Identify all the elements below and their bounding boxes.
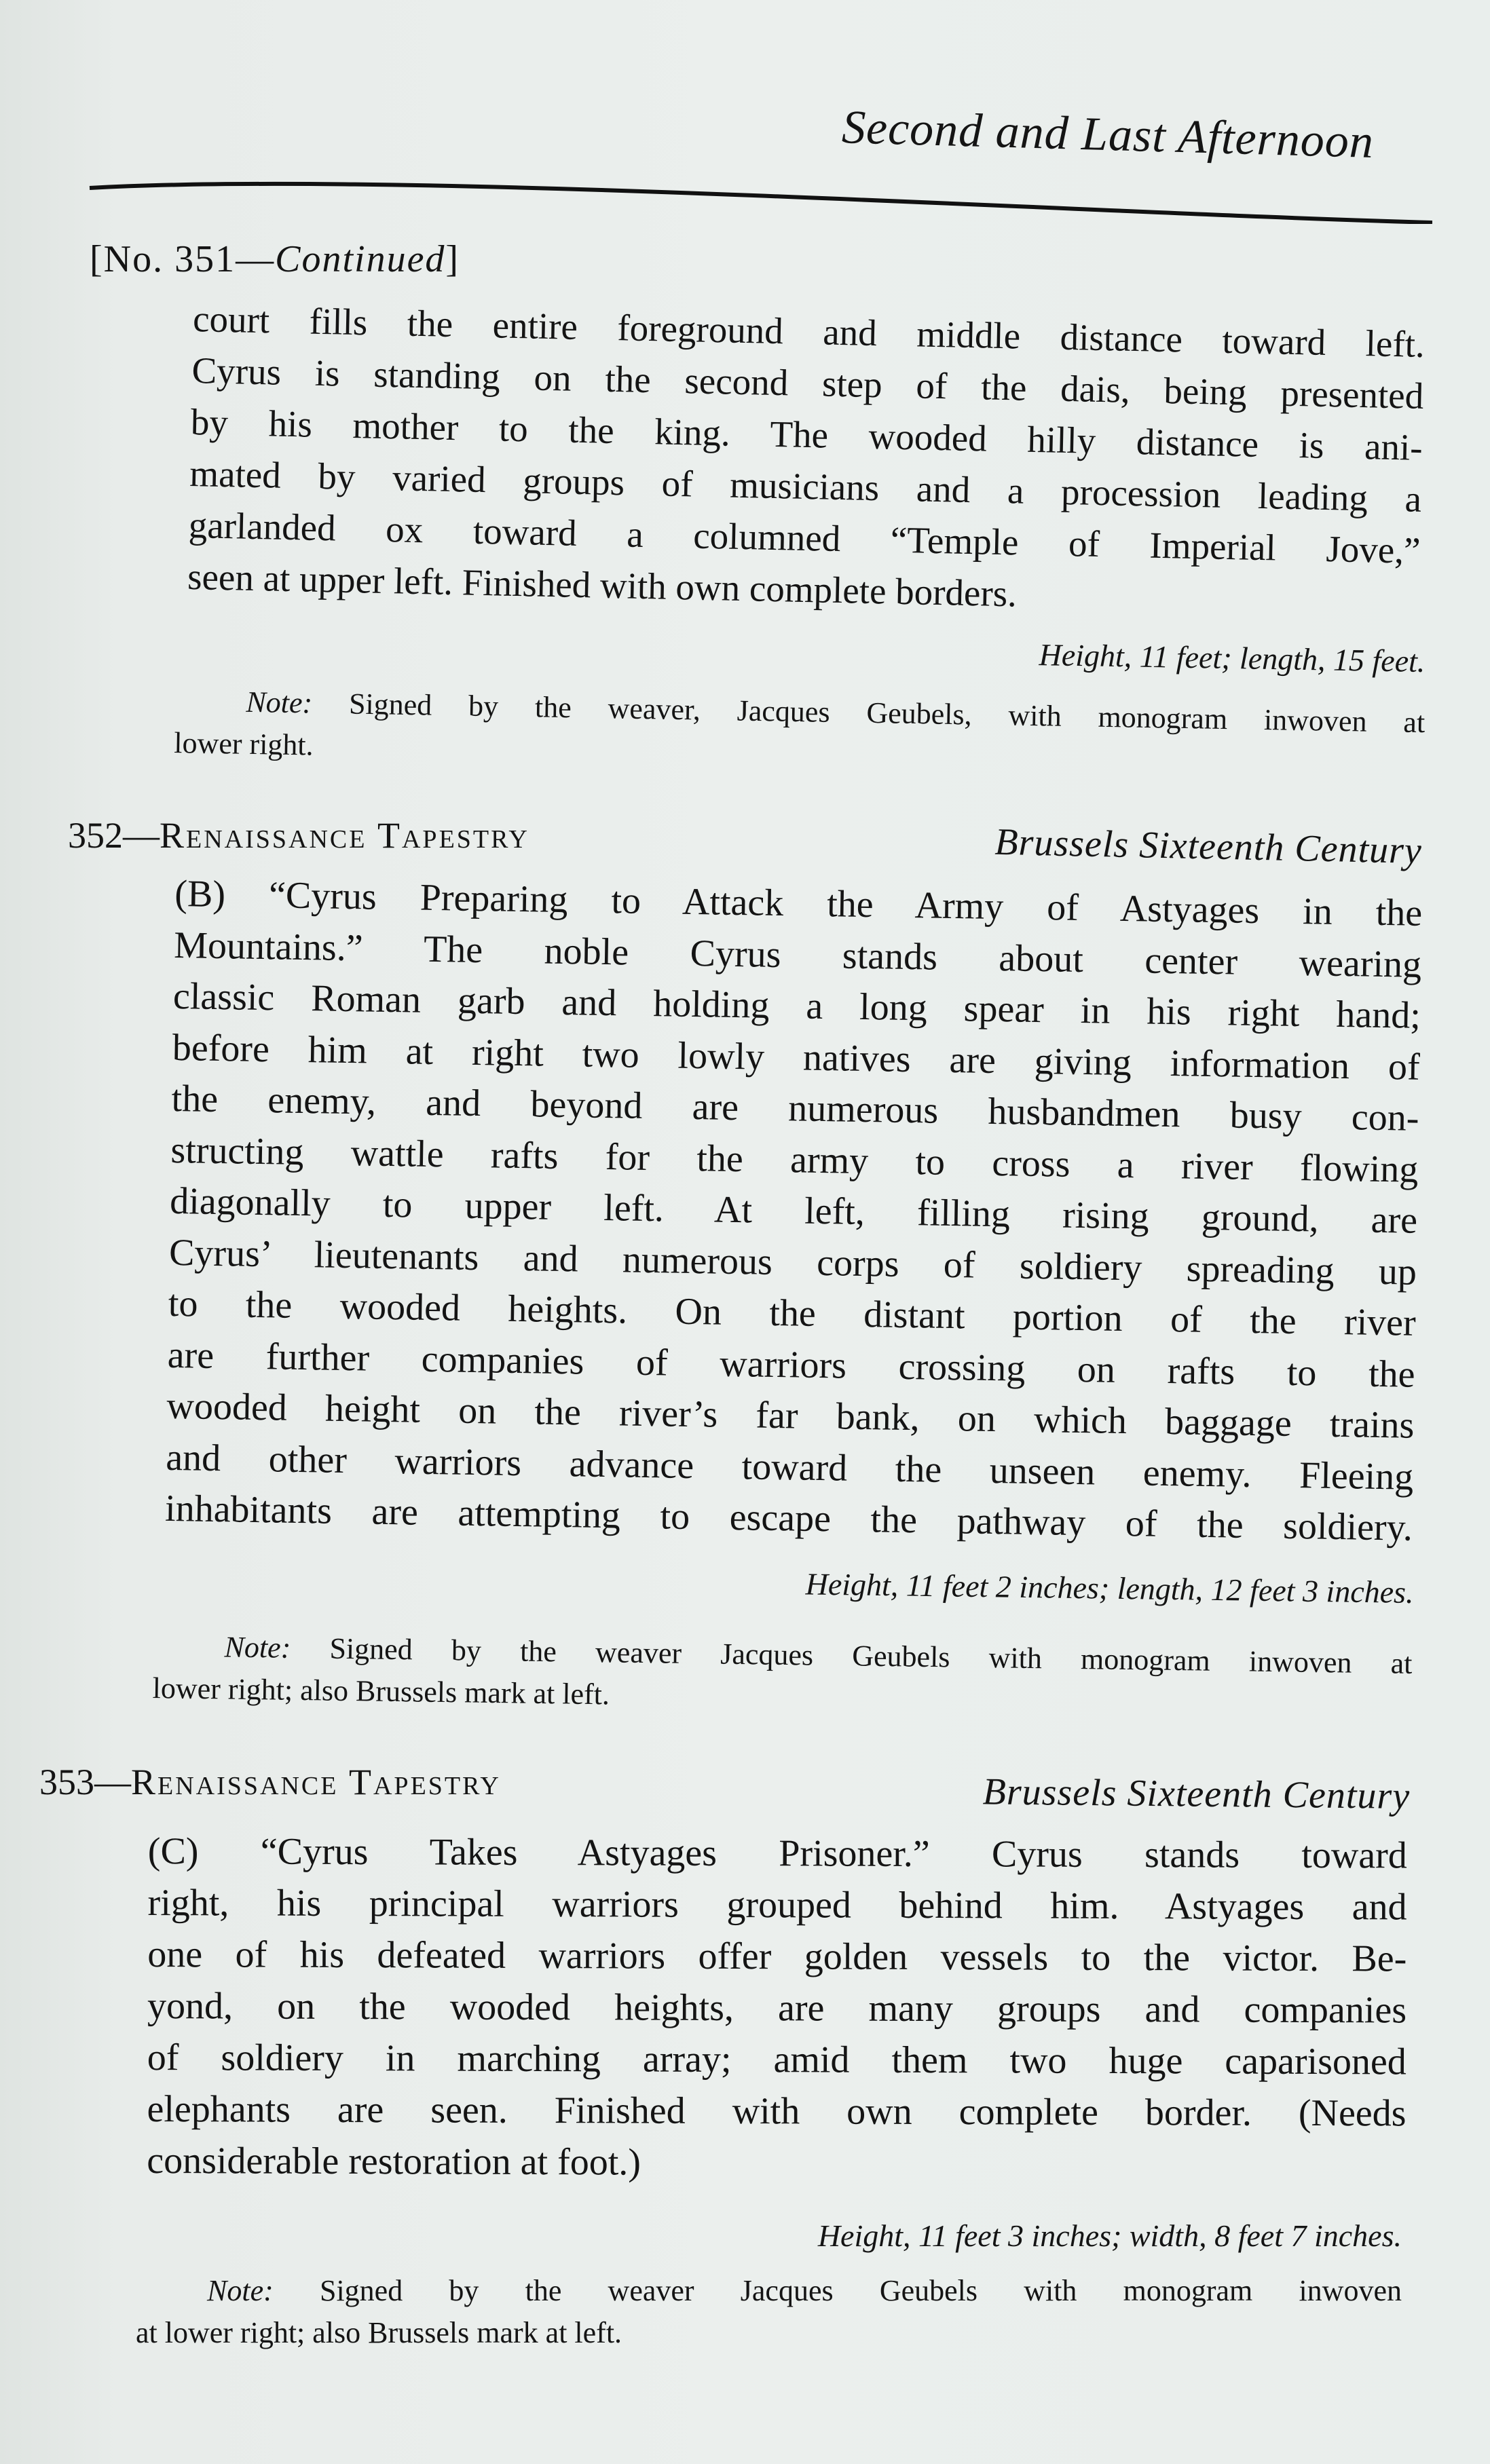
description-line: considerable restoration at foot.) <box>147 2139 641 2184</box>
continued-suffix: ] <box>445 238 460 280</box>
description-line: (B) “Cyrus Preparing to Attack the Army of Astyages in the <box>174 872 1423 934</box>
note-line: Note: Signed by the weaver, Jacques Geubels, with monogram inwoven at <box>246 685 1426 740</box>
note-label: Note: <box>246 685 313 720</box>
description-line: and other warriors advance toward the unseen enemy. Fleeing <box>165 1436 1414 1498</box>
description-line: inhabitants are attempting to escape the pathway of the soldiery. <box>164 1487 1413 1549</box>
entry-title: Renaissance Tapestry <box>131 1762 501 1802</box>
note-line: lower right; also Brussels mark at left. <box>152 1671 610 1711</box>
running-head <box>88 101 1432 224</box>
note-line: Note: Signed by the weaver Jacques Geubels with monogram inwoven <box>207 2274 1402 2307</box>
entry-number: 352— <box>68 815 160 856</box>
description-line: yond, on the wooded heights, are many groups and companies <box>147 1984 1407 2032</box>
entry-352-description <box>165 869 1423 1554</box>
entry-353-origin: Brussels Sixteenth Century <box>982 1770 1410 1817</box>
description-line: the enemy, and beyond are numerous husbandmen busy con- <box>171 1077 1419 1139</box>
entry-351-description <box>187 293 1425 628</box>
description-line: seen at upper left. Finished with own complete borders. <box>187 555 1018 615</box>
description-line: to the wooded heights. On the distant portion of the river <box>168 1282 1417 1344</box>
entry-351-dimensions: Height, 11 feet; length, 15 feet. <box>1039 637 1426 679</box>
entry-title: Renaissance Tapestry <box>160 815 529 856</box>
entry-352-origin: Brussels Sixteenth Century <box>994 820 1422 872</box>
continued-heading <box>90 234 460 285</box>
entry-351-note <box>174 680 1426 786</box>
note-line: at lower right; also Brussels mark at left. <box>136 2316 622 2349</box>
description-line: diagonally to upper left. At left, filling rising ground, are <box>169 1179 1418 1242</box>
note-line: lower right. <box>173 725 314 762</box>
description-line: garlanded ox toward a columned “Temple of Imperial Jove,” <box>188 504 1421 571</box>
entry-352-heading <box>68 814 529 856</box>
entry-353-note <box>136 2270 1402 2354</box>
description-line: Cyrus’ lieutenants and numerous corps of soldiery spreading up <box>168 1231 1417 1293</box>
description-line: court fills the entire foreground and middle distance toward left. <box>192 297 1426 365</box>
description-line: Mountains.” The noble Cyrus stands about center wearing <box>173 924 1422 986</box>
continued-label: Continued <box>275 238 446 280</box>
description-line: (C) “Cyrus Takes Astyages Prisoner.” Cyrus stands toward <box>147 1830 1407 1877</box>
description-line: mated by varied groups of musicians and a procession leading a <box>189 452 1422 520</box>
description-line: wooded height on the river’s far bank, on which baggage trains <box>166 1384 1415 1447</box>
entry-number: 353— <box>39 1762 131 1802</box>
description-line: before him at right two lowly natives are giving information of <box>172 1026 1421 1088</box>
note-label: Note: <box>207 2274 274 2307</box>
entry-352-note <box>152 1625 1413 1727</box>
entry-352-dimensions: Height, 11 feet 2 inches; length, 12 feet 3 inches. <box>805 1566 1414 1610</box>
note-label: Note: <box>224 1630 291 1665</box>
running-head-title: Second and Last Afternoon <box>841 101 1375 168</box>
description-line: right, his principal warriors grouped behind him. Astyages and <box>147 1881 1407 1929</box>
description-line: of soldiery in marching array; amid them two huge caparisoned <box>147 2036 1407 2083</box>
note-line: Note: Signed by the weaver Jacques Geubels with monogram inwoven at <box>224 1630 1413 1680</box>
description-line: by his mother to the king. The wooded hilly distance is ani- <box>190 400 1423 468</box>
entry-353-description <box>147 1825 1407 2191</box>
description-line: one of his defeated warriors offer golden vessels to the victor. Be- <box>147 1933 1407 1980</box>
description-line: structing wattle rafts for the army to cross a river flowing <box>170 1129 1419 1191</box>
description-line: elephants are seen. Finished with own complete border. (Needs <box>147 2087 1407 2135</box>
entry-353-dimensions: Height, 11 feet 3 inches; width, 8 feet 7 inches. <box>817 2218 1402 2253</box>
continued-prefix: [No. 351— <box>90 238 276 280</box>
description-line: Cyrus is standing on the second step of the dais, being presented <box>191 349 1424 417</box>
description-line: classic Roman garb and holding a long spear in his right hand; <box>172 974 1421 1037</box>
entry-353-heading <box>39 1761 501 1803</box>
description-line: are further companies of warriors crossing on rafts to the <box>167 1333 1416 1396</box>
